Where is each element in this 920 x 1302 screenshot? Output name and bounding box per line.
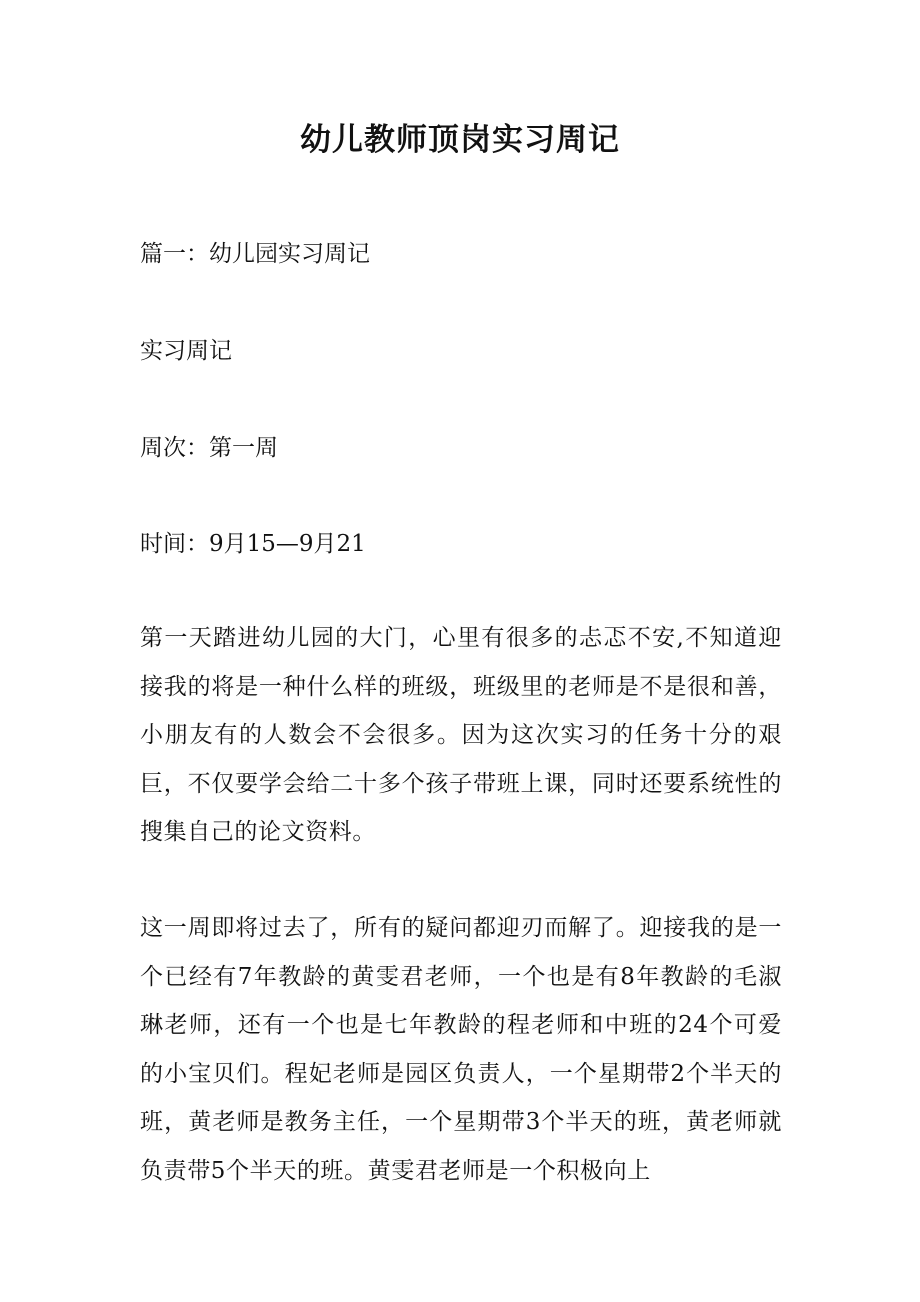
week-line: 周次：第一周	[140, 435, 278, 461]
document-title: 幼儿教师顶岗实习周记	[300, 122, 620, 158]
section-heading: 篇一：幼儿园实习周记	[140, 241, 370, 267]
paragraph-1: 第一天踏进幼儿园的大门，心里有很多的忐忑不安,不知道迎接我的将是一种什么样的班级，班级里的老师是不是很和善，小朋友有的人数会不会很多。因为这次实习的任务十分的艰巨，不仅要学会给二十多个孩子带班上课，同时还要系统性的搜集自己的论文资料。	[140, 625, 782, 845]
subheading: 实习周记	[140, 338, 232, 364]
paragraph-2: 这一周即将过去了，所有的疑问都迎刃而解了。迎接我的是一个已经有7年教龄的黄雯君老师，一个也是有8年教龄的毛淑琳老师，还有一个也是七年教龄的程老师和中班的24个可爱的小宝贝们。程妃老师是园区负责人，一个星期带2个半天的班，黄老师是教务主任，一个星期带3个半天的班，黄老师就负责带5个半天的班。黄雯君老师是一个积极向上	[140, 915, 782, 1184]
time-line: 时间：9月15—9月21	[140, 531, 366, 557]
